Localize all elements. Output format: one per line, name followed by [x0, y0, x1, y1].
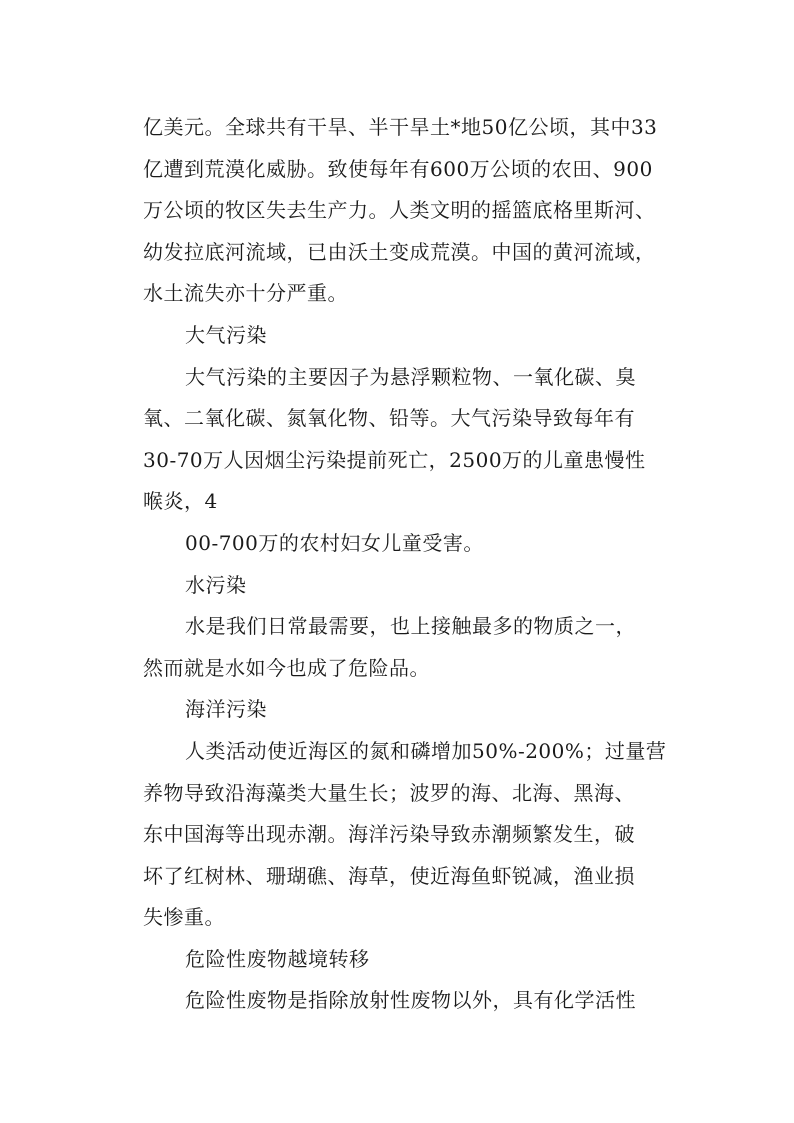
text-line: 然而就是水如今也成了危险品。	[143, 655, 430, 680]
text-line: 幼发拉底河流域，已由沃土变成荒漠。中国的黄河流域，	[143, 239, 656, 264]
section-heading-water-pollution: 水污染	[185, 572, 247, 597]
text-line: 坏了红树林、珊瑚礁、海草，使近海鱼虾锐减，渔业损	[143, 863, 635, 888]
document-body	[143, 107, 673, 1022]
text-line: 水土流失亦十分严重。	[143, 281, 348, 306]
text-line: 30-70万人因烟尘污染提前死亡，2500万的儿童患慢性	[143, 447, 646, 472]
text-line: 人类活动使近海区的氮和磷增加50%-200%；过量营	[185, 738, 667, 763]
text-line: 东中国海等出现赤潮。海洋污染导致赤潮频繁发生，破	[143, 822, 635, 847]
text-line: 万公顷的牧区失去生产力。人类文明的摇篮底格里斯河、	[143, 198, 656, 223]
text-line: 00-700万的农村妇女儿童受害。	[185, 530, 484, 555]
section-heading-hazardous-waste: 危险性废物越境转移	[185, 946, 370, 971]
text-line: 养物导致沿海藻类大量生长；波罗的海、北海、黑海、	[143, 780, 635, 805]
text-line: 水是我们日常最需要，也上接触最多的物质之一，	[185, 614, 636, 639]
text-line: 氧、二氧化碳、氮氧化物、铅等。大气污染导致每年有	[143, 406, 635, 431]
text-line: 亿美元。全球共有干旱、半干旱土*地50亿公顷，其中33	[143, 115, 658, 139]
text-line: 大气污染的主要因子为悬浮颗粒物、一氧化碳、臭	[185, 364, 636, 389]
text-line: 喉炎，4	[143, 489, 218, 514]
text-line: 亿遭到荒漠化威胁。致使每年有600万公顷的农田、900	[143, 156, 653, 181]
text-line: 失惨重。	[143, 905, 225, 930]
text-line: 危险性废物是指除放射性废物以外，具有化学活性	[185, 988, 636, 1013]
section-heading-air-pollution: 大气污染	[185, 322, 267, 347]
section-heading-ocean-pollution: 海洋污染	[185, 697, 267, 722]
